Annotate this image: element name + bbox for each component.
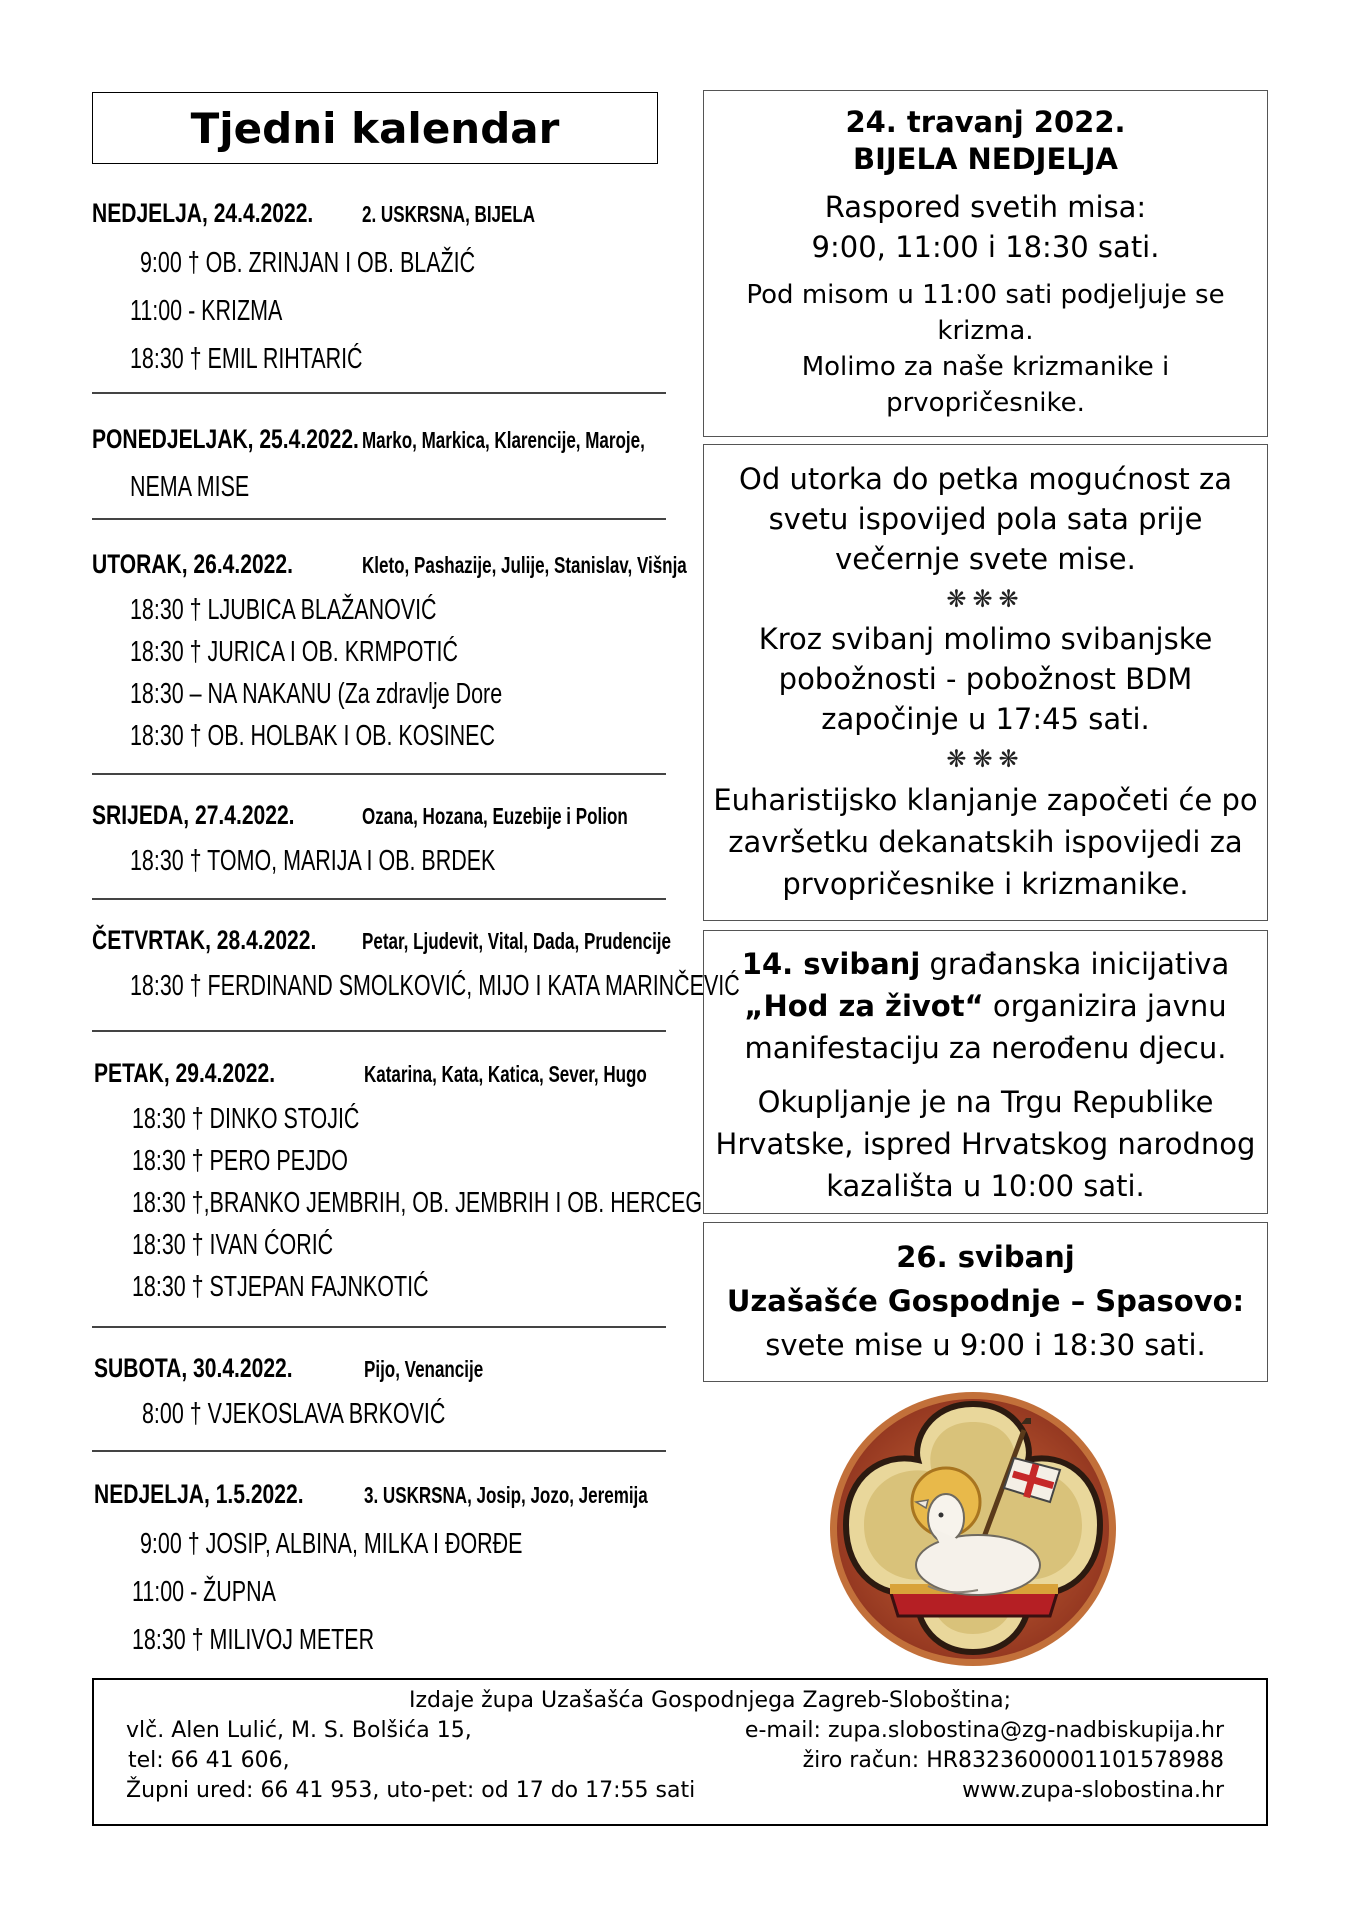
footer-website: www.zupa-slobostina.hr [962,1778,1224,1803]
body-text: organizira javnu [983,989,1227,1023]
day-entry [92,198,666,380]
body-text: završetku dekanatskih ispovijedi za [728,825,1243,859]
footer-office-hours: Župni ured: 66 41 953, uto-pet: od 17 do 17:55 sati [126,1778,696,1803]
separator-stars-icon: ❋❋❋ [946,745,1025,773]
day-name: ČETVRTAK, 28.4.2022. [92,925,317,955]
announcement-box-sunday [703,90,1268,437]
mass-entry: 9:00 † JOSIP, ALBINA, MILKA I ĐORĐE [140,1528,523,1560]
day-name: SRIJEDA, 27.4.2022. [92,800,295,830]
day-entry [92,800,666,882]
mass-entry: 11:00 - KRIZMA [130,295,283,327]
day-divider [92,1450,666,1452]
box-heading: Uzašašće Gospodnje – Spasovo: [726,1284,1245,1318]
mass-entry: 8:00 † VJEKOSLAVA BRKOVIĆ [142,1398,446,1430]
mass-entry: 18:30 – NA NAKANU (Za zdravlje Dore [130,678,503,710]
highlight-date: 14. svibanj [741,947,921,981]
body-text: Euharistijsko klanjanje započeti će po [713,783,1258,817]
day-name: PETAK, 29.4.2022. [94,1058,276,1088]
note-text: Molimo za naše krizmanike i [801,352,1170,382]
mass-entry: 18:30 † JURICA I OB. KRMPOTIĆ [130,636,458,668]
mass-entry: 18:30 † TOMO, MARIJA I OB. BRDEK [130,845,496,877]
day-saints: Petar, Ljudevit, Vital, Dada, Prudencije [362,928,671,954]
calendar-title: Tjedni kalendar [92,92,658,164]
day-entry [92,1479,666,1661]
day-entry [92,549,687,757]
day-saints: 3. USKRSNA, Josip, Jozo, Jeremija [364,1482,648,1508]
mass-entry: 9:00 † OB. ZRINJAN I OB. BLAŽIĆ [140,247,476,279]
body-text: manifestaciju za nerođenu djecu. [744,1031,1227,1065]
announcement-box-confession [703,444,1268,921]
separator-stars-icon: ❋❋❋ [946,585,1025,613]
body-text: započinje u 17:45 sati. [821,702,1150,736]
day-entry [92,925,740,1007]
mass-entry: 18:30 † PERO PEJDO [132,1145,348,1177]
day-divider [92,392,666,394]
body-text: Okupljanje je na Trgu Republike [757,1085,1214,1119]
note-text: Pod misom u 11:00 sati podjeljuje se [746,280,1225,310]
mass-entry: 11:00 - ŽUPNA [132,1576,276,1608]
schedule-text: 9:00, 11:00 i 18:30 sati. [811,230,1160,264]
day-saints: Pijo, Venancije [364,1356,484,1382]
announcement-box-walk-for-life [703,930,1268,1214]
footer-priest-address: vlč. Alen Lulić, M. S. Bolšića 15, [126,1718,472,1743]
mass-entry: 18:30 † STJEPAN FAJNKOTIĆ [132,1271,429,1303]
day-name: NEDJELJA, 1.5.2022. [94,1479,304,1509]
day-divider [92,518,666,520]
body-text: svetu ispovijed pola sata prije [768,502,1203,536]
note-text: krizma. [937,316,1034,346]
day-divider [92,898,666,900]
mass-entry: NEMA MISE [130,471,250,503]
announcement-box-ascension [703,1222,1268,1382]
footer-phone: tel: 66 41 606, [128,1748,290,1773]
footer-bank-account: žiro račun: HR8323600001101578988 [802,1748,1224,1773]
day-saints: Katarina, Kata, Katica, Sever, Hugo [364,1061,647,1087]
body-text: Kroz svibanj molimo svibanjske [758,622,1213,656]
body-text: građanska inicijativa [920,947,1230,981]
day-entry [92,1058,703,1308]
footer-email: e-mail: zupa.slobostina@zg-nadbiskupija.hr [744,1718,1224,1743]
box-heading: BIJELA NEDJELJA [853,142,1118,176]
body-text: Hrvatske, ispred Hrvatskog narodnog [715,1127,1256,1161]
day-name: PONEDJELJAK, 25.4.2022. [92,424,359,454]
mass-entry: 18:30 † MILIVOJ METER [132,1624,375,1656]
box-date: 24. travanj 2022. [845,105,1126,139]
mass-entry: 18:30 † OB. HOLBAK I OB. KOSINEC [130,720,495,752]
mass-entry: 18:30 † LJUBICA BLAŽANOVIĆ [130,594,437,626]
body-text: večernje svete mise. [835,542,1136,576]
note-text: prvopričesnike. [886,388,1085,418]
body-text: Od utorka do petka mogućnost za [739,462,1232,496]
mass-entry: 18:30 † EMIL RIHTARIĆ [130,343,363,375]
body-text: svete mise u 9:00 i 18:30 sati. [765,1328,1206,1362]
day-divider [92,1326,666,1328]
mass-entry: 18:30 † DINKO STOJIĆ [132,1103,360,1135]
lamb-of-god-image [828,1390,1118,1668]
day-saints: Marko, Markica, Klarencije, Maroje, [362,427,645,453]
mass-entry: 18:30 † IVAN ĆORIĆ [132,1229,334,1261]
body-text [704,985,1267,1027]
footer-publisher: Izdaje župa Uzašašća Gospodnjega Zagreb-Sloboština; [408,1688,1012,1713]
day-saints: Ozana, Hozana, Euzebije i Polion [362,803,628,829]
day-divider [92,1030,666,1032]
day-saints: Kleto, Pashazije, Julije, Stanislav, Višnja [362,552,687,578]
mass-entry: 18:30 † FERDINAND SMOLKOVIĆ, MIJO I KATA MARINČEVIĆ [130,970,740,1002]
body-text: kazališta u 10:00 sati. [826,1169,1145,1203]
day-name: UTORAK, 26.4.2022. [92,549,293,579]
mass-entry: 18:30 †,BRANKO JEMBRIH, OB. JEMBRIH I OB. HERCEG [132,1187,703,1219]
body-text: pobožnosti - pobožnost BDM [778,662,1193,696]
footer-contact-box [92,1678,1268,1826]
day-entry [92,424,666,508]
day-name: SUBOTA, 30.4.2022. [94,1353,293,1383]
highlight-event: „Hod za život“ [744,989,984,1023]
day-divider [92,773,666,775]
day-entry [92,1353,666,1435]
day-name: NEDJELJA, 24.4.2022. [92,198,314,228]
box-heading: 26. svibanj [896,1240,1075,1274]
body-text: prvopričesnike i krizmanike. [782,867,1189,901]
day-saints: 2. USKRSNA, BIJELA [362,201,536,227]
schedule-text: Raspored svetih misa: [824,190,1147,224]
body-text [704,943,1267,985]
